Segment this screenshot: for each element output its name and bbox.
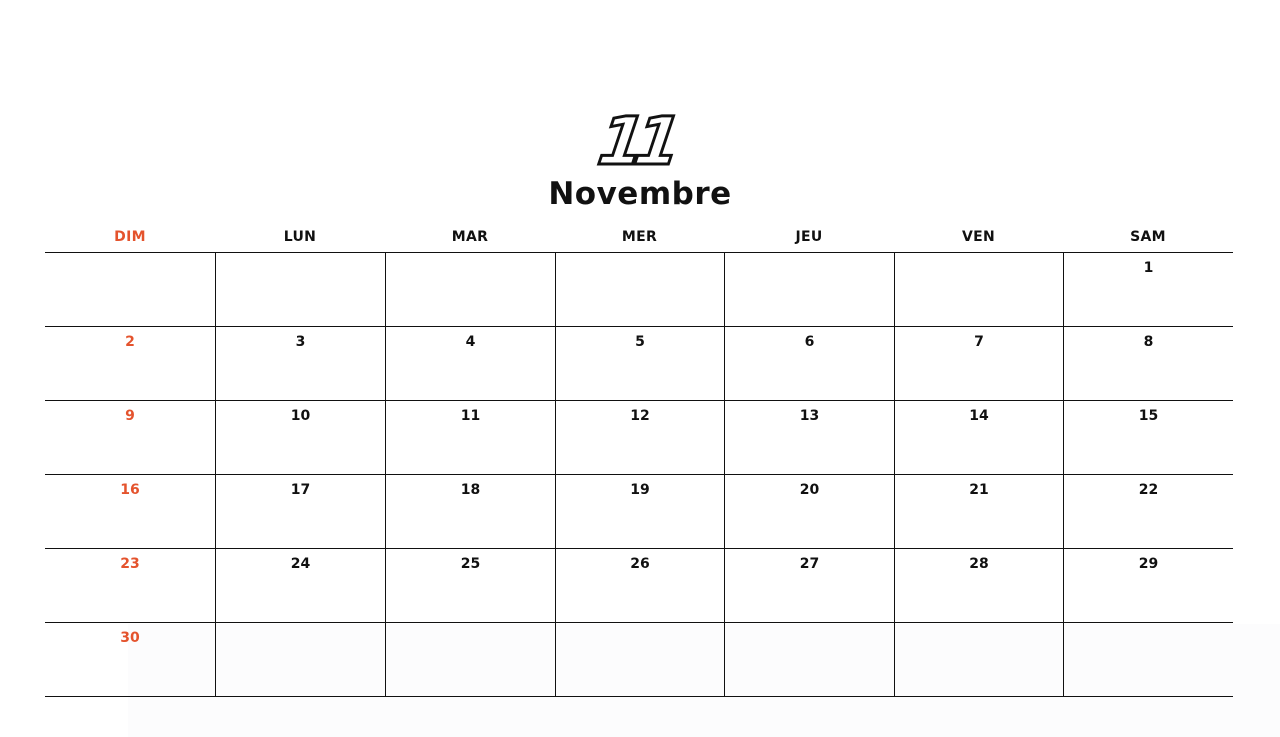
calendar-day-cell [724,327,894,400]
calendar-week-row [45,475,1233,549]
day-number: 6 [804,334,815,350]
day-number: 26 [630,556,650,572]
calendar-day-cell [1063,475,1233,548]
calendar-day-cell [894,401,1063,474]
weekday-thursday: JEU [795,229,823,245]
weekday-saturday: SAM [1130,229,1166,245]
calendar-grid [45,252,1233,697]
weekday-friday: VEN [961,229,995,245]
month-name: Novembre [548,176,732,212]
calendar-day-cell [724,401,894,474]
calendar-empty-cell [215,623,385,696]
calendar-day-cell [1063,401,1233,474]
day-number: 7 [974,334,984,350]
calendar-day-cell [215,549,385,622]
calendar-day-cell [45,623,215,696]
calendar-day-cell [385,475,555,548]
calendar-week-row [45,401,1233,475]
calendar-empty-cell [894,253,1063,326]
day-number: 5 [635,334,645,350]
weekday-monday: LUN [283,229,317,245]
calendar-empty-cell [724,623,894,696]
calendar-empty-cell [1063,623,1233,696]
day-number: 10 [290,408,311,424]
day-number: 19 [630,482,650,498]
calendar-day-cell [385,327,555,400]
calendar-day-cell [215,327,385,400]
calendar-day-cell [555,327,724,400]
calendar-day-cell [385,401,555,474]
day-number: 21 [969,482,989,498]
calendar-empty-cell [45,253,215,326]
day-number: 3 [295,334,306,350]
calendar-day-cell [724,549,894,622]
day-number: 11 [460,408,481,424]
calendar-week-row [45,623,1233,697]
calendar-week-row [45,327,1233,401]
calendar-day-cell [1063,327,1233,400]
calendar-empty-cell [385,253,555,326]
day-number: 22 [1138,482,1159,498]
calendar-day-cell [894,327,1063,400]
calendar [45,222,1233,697]
day-number: 25 [460,556,481,572]
calendar-week-row [45,549,1233,623]
day-number: 23 [120,556,140,572]
weekday-sunday: DIM [114,229,146,245]
calendar-day-cell [215,475,385,548]
calendar-day-cell [215,401,385,474]
day-number: 17 [290,482,311,498]
day-number: 1 [1143,260,1154,276]
calendar-day-cell [45,475,215,548]
calendar-empty-cell [385,623,555,696]
calendar-empty-cell [724,253,894,326]
calendar-empty-cell [894,623,1063,696]
weekday-header-row [45,222,1233,252]
calendar-day-cell [45,401,215,474]
calendar-day-cell [385,549,555,622]
day-number: 27 [799,556,820,572]
day-number: 4 [465,334,476,350]
calendar-day-cell [894,549,1063,622]
weekday-tuesday: MAR [451,229,489,245]
calendar-day-cell [1063,549,1233,622]
day-number: 20 [799,482,820,498]
calendar-day-cell [555,549,724,622]
calendar-empty-cell [215,253,385,326]
month-number: 11 [593,103,677,180]
calendar-empty-cell [555,623,724,696]
day-number: 2 [125,334,135,350]
day-number: 24 [290,556,311,572]
calendar-day-cell [45,549,215,622]
day-number: 30 [120,630,140,646]
day-number: 9 [125,408,135,424]
calendar-day-cell [1063,253,1233,326]
calendar-day-cell [45,327,215,400]
day-number: 15 [1138,408,1159,424]
day-number: 18 [460,482,481,498]
calendar-day-cell [555,475,724,548]
calendar-header [0,104,1280,212]
calendar-day-cell [894,475,1063,548]
day-number: 28 [969,556,989,572]
calendar-week-row [45,253,1233,327]
day-number: 16 [120,482,140,498]
day-number: 14 [969,408,989,424]
day-number: 12 [630,408,650,424]
calendar-day-cell [555,401,724,474]
day-number: 8 [1143,334,1154,350]
calendar-day-cell [724,475,894,548]
weekday-wednesday: MER [621,229,658,245]
day-number: 13 [799,408,820,424]
calendar-empty-cell [555,253,724,326]
day-number: 29 [1138,556,1159,572]
